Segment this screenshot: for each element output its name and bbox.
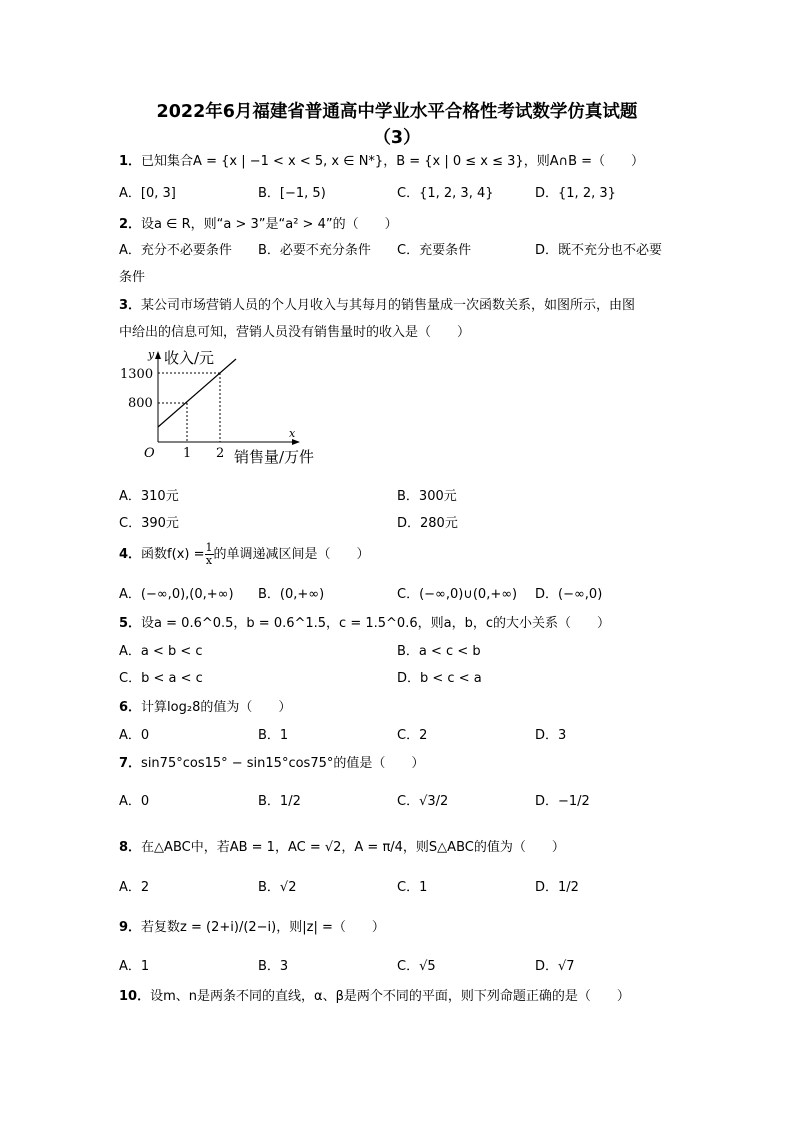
- question-3-line2: 中给出的信息可知，营销人员没有销售量时的收入是（ ）: [119, 325, 471, 340]
- option-d: D．280元: [397, 516, 458, 531]
- option-d: D．既不充分也不必要: [535, 243, 663, 258]
- question-number: 10．: [119, 989, 151, 1004]
- question-number: 9．: [119, 920, 142, 935]
- question-number: 1．: [119, 154, 142, 169]
- question-9: [119, 916, 385, 935]
- option-a: A．充分不必要条件: [119, 243, 232, 258]
- question-5: [119, 612, 610, 631]
- question-text: 已知集合A = {x | −1 < x < 5, x ∈ N*}，B = {x | 0 ≤ x ≤ 3}，则A∩B =（ ）: [141, 154, 645, 169]
- question-number: 5．: [119, 616, 142, 631]
- question-3: [119, 294, 635, 313]
- income-line: [158, 359, 236, 427]
- question-text: 计算log₂8的值为（ ）: [141, 700, 292, 715]
- x-tick-2: 2: [216, 446, 225, 461]
- option-a: A．(−∞,0),(0,+∞): [119, 587, 234, 602]
- page-subtitle: （3）: [373, 128, 421, 148]
- question-text: 在△ABC中，若AB = 1，AC = √2，A = π/4，则S△ABC的值为（ ）: [141, 840, 565, 855]
- question-number: 2．: [119, 217, 142, 232]
- fraction: $\frac{1}{x}$: [205, 541, 213, 567]
- option-d-wrap: 条件: [119, 270, 146, 285]
- option-d: D．−1/2: [535, 794, 590, 809]
- origin-label: O: [144, 446, 155, 461]
- option-d: D．√7: [535, 959, 575, 974]
- question-text: 设a ∈ R，则“a > 3”是“a² > 4”的（ ）: [141, 217, 398, 232]
- option-d: D．3: [535, 728, 567, 743]
- y-axis-arrow: [155, 351, 161, 359]
- question-7: [119, 752, 424, 771]
- x-axis-label: 销售量/万件: [234, 448, 315, 466]
- option-c: C．(−∞,0)∪(0,+∞): [397, 587, 518, 602]
- option-b: B．必要不充分条件: [258, 243, 371, 258]
- question-number: 7．: [119, 756, 142, 771]
- option-a: A．1: [119, 959, 150, 974]
- option-c: C．2: [397, 728, 428, 743]
- question-number: 8．: [119, 840, 142, 855]
- option-b: B．√2: [258, 880, 297, 895]
- option-a: A．2: [119, 880, 150, 895]
- question-number: 6．: [119, 700, 142, 715]
- option-c: C．{1, 2, 3, 4}: [397, 186, 494, 201]
- page-title: 2022年6月福建省普通高中学业水平合格性考试数学仿真试题: [156, 102, 638, 122]
- question-10: [119, 985, 630, 1004]
- question-4: [119, 538, 370, 572]
- option-a: A．0: [119, 728, 150, 743]
- option-c: C．1: [397, 880, 428, 895]
- question-text-pre: 函数f(x) =: [141, 547, 205, 562]
- option-b: B．[−1, 5): [258, 186, 326, 201]
- option-d: D．(−∞,0): [535, 587, 603, 602]
- question-text: 设m、n是两条不同的直线，α、β是两个不同的平面，则下列命题正确的是（ ）: [150, 989, 630, 1004]
- x-axis-letter: x: [289, 427, 296, 440]
- option-c: C．充要条件: [397, 243, 472, 258]
- question-number: 4．: [119, 547, 142, 562]
- option-b: B．(0,+∞): [258, 587, 325, 602]
- x-tick-1: 1: [183, 446, 192, 461]
- question-6: [119, 696, 291, 715]
- option-b: B．1: [258, 728, 289, 743]
- option-d: D．{1, 2, 3}: [535, 186, 616, 201]
- question-8: [119, 836, 565, 855]
- y-tick-1300: 1300: [120, 367, 154, 382]
- option-b: B．3: [258, 959, 289, 974]
- income-sales-graph: [118, 345, 338, 470]
- option-c: C．390元: [119, 516, 179, 531]
- y-tick-800: 800: [128, 396, 153, 411]
- option-a: A．0: [119, 794, 150, 809]
- y-axis-letter: y: [148, 348, 155, 361]
- question-1: [119, 150, 644, 169]
- question-2: [119, 213, 398, 232]
- option-a: A．310元: [119, 489, 179, 504]
- option-a: A．[0, 3]: [119, 186, 176, 201]
- option-c: C．√5: [397, 959, 436, 974]
- question-text: 若复数z = (2+i)/(2−i)，则|z| =（ ）: [141, 920, 385, 935]
- option-b: B．a < c < b: [397, 644, 481, 659]
- option-b: B．1/2: [258, 794, 301, 809]
- question-text-post: 的单调递减区间是（ ）: [213, 547, 370, 562]
- question-text: 设a = 0.6^0.5，b = 0.6^1.5，c = 1.5^0.6，则a，b，c的大小关系（ ）: [141, 616, 610, 631]
- question-text: 某公司市场营销人员的个人月收入与其每月的销售量成一次函数关系，如图所示，由图: [141, 298, 636, 313]
- option-b: B．300元: [397, 489, 457, 504]
- question-number: 3．: [119, 298, 142, 313]
- option-a: A．a < b < c: [119, 644, 203, 659]
- option-d: D．b < c < a: [397, 671, 482, 686]
- option-c: C．√3/2: [397, 794, 449, 809]
- option-c: C．b < a < c: [119, 671, 203, 686]
- option-d: D．1/2: [535, 880, 579, 895]
- question-text: sin75°cos15° − sin15°cos75°的值是（ ）: [141, 756, 425, 771]
- y-axis-label: 收入/元: [164, 349, 215, 367]
